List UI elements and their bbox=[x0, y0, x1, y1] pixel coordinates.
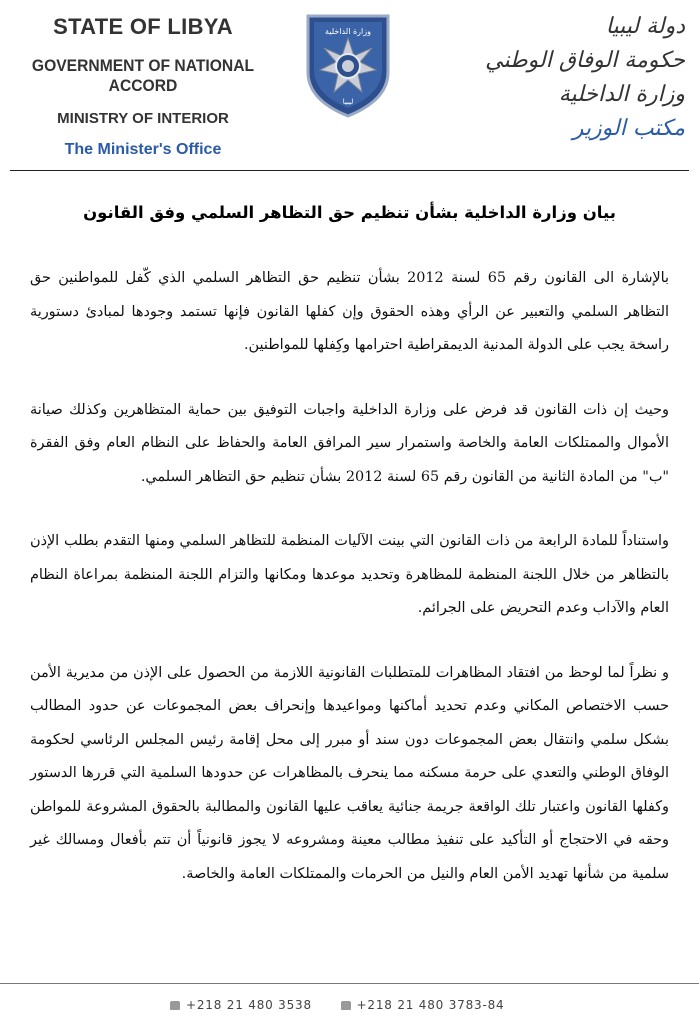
phone-entry bbox=[170, 998, 312, 1012]
office-name-en: The Minister's Office bbox=[64, 141, 222, 158]
ministry-name-ar: وزارة الداخلية bbox=[558, 82, 685, 107]
paragraph-4: و نظراً لما لوحظ من افتقاد المظاهرات للمتطلبات القانونية اللازمة من الحصول على الإذن من مديرية الأمن حسب الاختصاص المكاني وعدم تحديد أماكنها ومواعيدها وإنحراف بعض المجموعات عن حدود المطالب بشكل سلمي وانتقال بعض المجموعات دون سند أو مبرر إلى محل إقامة رئيس المجلس الرئاسي لحكومة الوفاق الوطني والتعدي على حرمة مسكنه مما ينحرف بالمظاهرات عن حدودها السلمية التي قررها الدستور وكفلها القانون واعتبار تلك الواقعة جريمة جنائية يعاقب عليها القانون والمطالبة بالحقوق المشروعة للمواطن وحقه في الاحتجاج أو التأكيد على تنفيذ مطالب معينة ومشروعه لا يجوز قانونياً أن تتم بأفعال ومسالك غير سلمية من شأنها تهديد الأمن العام والنيل من الحرمات والممتلكات العامة والخاصة. bbox=[30, 664, 669, 882]
fax-icon bbox=[341, 1001, 351, 1010]
statement-body bbox=[30, 262, 669, 922]
paragraph-1: بالإشارة الى القانون رقم 65 لسنة 2012 بشأن تنظيم حق التظاهر السلمي الذي كّفل للمواطنين حق التظاهر السلمي والتعبير عن الرأي وهذه الحقوق وإن كفلها القانون فإنها تستمد وجودها لمبادئ دستورية راسخة يجب على الدولة المدنية الديمقراطية احترامها وكِفلها للمواطنين. bbox=[30, 270, 669, 353]
paragraph-2: وحيث إن ذات القانون قد فرض على وزارة الداخلية واجبات التوفيق بين حماية المتظاهرين وكذلك صيانة الأموال والممتلكات العامة والخاصة واستمرار سير المرافق العامة والحفاظ على النظام العام وفق الفقرة "ب" من المادة الثانية من القانون رقم 65 لسنة 2012 بشأن تنظيم حق التظاهر السلمي. bbox=[30, 401, 669, 485]
office-name-ar: مكتب الوزير bbox=[572, 116, 685, 141]
paragraph-3: واستناداً للمادة الرابعة من ذات القانون التي بينت الآليات المنظمة للتظاهر السلمي ومنها التقدم بطلب الإذن بالتظاهر من خلال اللجنة المنظمة للمظاهرة وتحديد موعدها ومكانها والتزام اللجنة المنظمة بمراعاة النظام العام والآداب وعدم التحريض على الجرائم. bbox=[30, 533, 669, 616]
ministry-emblem-icon bbox=[300, 10, 396, 120]
letterhead bbox=[0, 0, 699, 170]
emblem-text-bottom: ليبيا bbox=[342, 98, 354, 106]
phone-number-1: +218 21 480 3538 bbox=[186, 998, 312, 1012]
ministry-name-en: MINISTRY OF INTERIOR bbox=[57, 110, 229, 127]
fax-entry bbox=[341, 998, 505, 1012]
phone-icon bbox=[170, 1001, 180, 1010]
government-name-en: GOVERNMENT OF NATIONAL ACCORD bbox=[31, 56, 255, 95]
phone-number-2: +218 21 480 3783-84 bbox=[356, 998, 505, 1012]
statement-title: بيان وزارة الداخلية بشأن تنظيم حق التظاهر السلمي وفق القانون bbox=[83, 203, 616, 222]
footer-contacts bbox=[170, 998, 528, 1012]
government-name-ar: حكومة الوفاق الوطني bbox=[485, 48, 685, 73]
state-name-ar: دولة ليبيا bbox=[605, 14, 685, 39]
header-divider bbox=[10, 170, 689, 171]
arabic-letterhead bbox=[485, 10, 685, 146]
state-name-en: STATE OF LIBYA bbox=[53, 14, 233, 39]
english-letterhead bbox=[8, 8, 278, 159]
emblem-text-top: وزارة الداخلية bbox=[325, 27, 371, 36]
